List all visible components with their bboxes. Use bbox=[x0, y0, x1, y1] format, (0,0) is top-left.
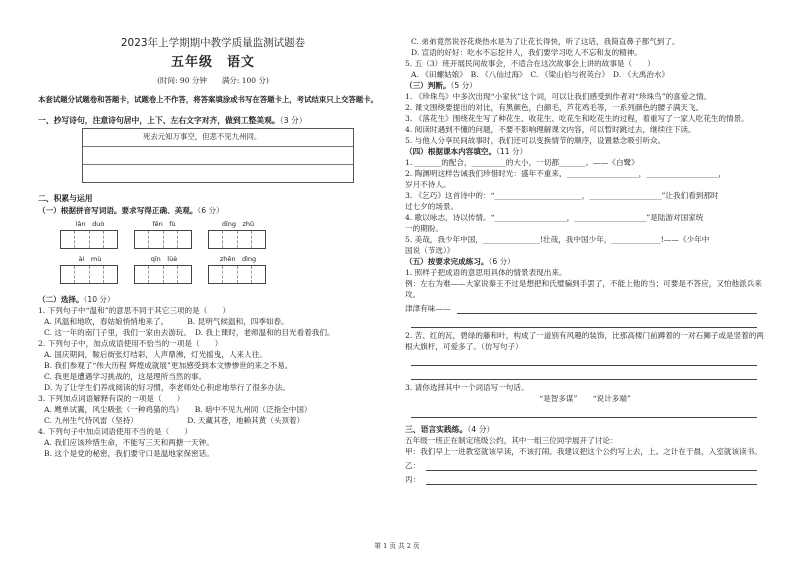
option-line: A. 飕单试翼，风尘吸张（一种鸡猫的鸟） B. 暗中不见九州同（泛指全中国） bbox=[44, 404, 312, 414]
part4-heading: （四）根据课本内容填空。（11 分） bbox=[405, 147, 528, 156]
pinyin-group: ài mù bbox=[60, 255, 120, 284]
part1-heading: （一）根据拼音写词语。要求写得正确、美观。（6 分） bbox=[38, 205, 224, 215]
fill-line: 国说（节选）》 bbox=[405, 246, 455, 255]
fill-line: 4. 歌以咏志，诗以传情。“___________________，___________________”是陆游对国家统 bbox=[405, 213, 704, 222]
section1-heading: 一、抄写诗句，注意诗句居中，上下、左右文字对齐，做到工整美观。（3 分） bbox=[38, 116, 307, 125]
writing-grid[interactable] bbox=[60, 230, 118, 249]
pinyin-row-1 bbox=[60, 220, 388, 249]
time-score: (时间: 90 分钟 满分: 100 分) bbox=[157, 76, 269, 86]
page-footer: 第 1 页 共 2 页 bbox=[374, 542, 420, 550]
judge-line: 5. 与他人分享民间故事时，我们还可以变换情节的顺序，设置悬念吸引听众。 bbox=[405, 136, 666, 145]
section3-yi: 乙： bbox=[405, 457, 765, 471]
pinyin-group: fēn fù bbox=[134, 220, 194, 249]
pinyin-group: zhěn dìng bbox=[208, 255, 268, 284]
option-line: D. 为了让学生们养成阅读的好习惯，李老师处心积虑地举行了很多办法。 bbox=[44, 382, 291, 392]
answer-line[interactable] bbox=[411, 404, 757, 418]
question-line: 2. 下列句子中，加点成语使用不恰当的一项是（ ） bbox=[38, 338, 223, 348]
option-line: D. 宣语的好好：吃水不忘挖井人，我们要学习吃人不忘和友的精神。 bbox=[411, 48, 642, 57]
question-line: 4. 下列句子中加点词语使用不当的是（ ） bbox=[38, 426, 192, 436]
writing-grid[interactable] bbox=[134, 265, 192, 284]
question-line: 1. 下列句子中“温和”的意思不同于其它三项的是（ ） bbox=[38, 305, 231, 315]
section3-text: 五年级一班正在制定班级公约，其中一组三位同学展开了讨论： bbox=[405, 436, 618, 446]
fill-line: 岁月不待人。 bbox=[405, 180, 451, 189]
poem-line: 死去元知万事空，但悲不见九州同。 bbox=[83, 129, 353, 147]
page-subtitle: 五年级 语文 bbox=[170, 55, 255, 71]
right-column bbox=[405, 36, 765, 485]
pinyin-group: lǎn duò bbox=[60, 220, 120, 249]
judge-line: 3. 《落花生》围绕花生写了种花生、收花生、吃花生和吃花生的过程，着重写了一家人吃花生的情景。 bbox=[405, 114, 749, 123]
fill-line: 一的期盼。 bbox=[405, 224, 443, 233]
option-line: A. 风温和地吹，春姑娘悄悄地来了。 B. 昆明气候温和，四季如春。 bbox=[44, 316, 289, 326]
writing-grid[interactable] bbox=[208, 230, 266, 249]
answer-line[interactable] bbox=[426, 457, 757, 471]
fill-line: 5. 美哉，我少年中国，_______________!壮哉，我中国少年，_____________!——《少年中 bbox=[405, 235, 710, 244]
option-line: A. 《田螺姑娘》 B. 《八仙过海》 C. 《梁山伯与祝英台》 D. 《大禹治水》 bbox=[411, 70, 670, 79]
page-title: 2023年上学期期中教学质量监测试题卷 bbox=[120, 37, 306, 49]
writing-grid[interactable] bbox=[208, 265, 266, 284]
answer-line[interactable] bbox=[411, 314, 757, 328]
part2-heading: （二）选择。（10 分） bbox=[38, 294, 115, 304]
answer-line[interactable] bbox=[411, 366, 757, 380]
exercise-1-item: 津津有味—— bbox=[405, 300, 765, 314]
exercise-3-words: “是智多谋” “说计多端” bbox=[539, 394, 631, 403]
option-line: B. 我们参观了“伟大历程 辉煌成就展”更加感受到本文惨惨世的来之不易。 bbox=[44, 360, 293, 370]
option-line: A. 国庆期间，鞍后街张灯结彩，人声鼎沸，灯光摇曳，人来人往。 bbox=[44, 349, 267, 359]
part3-heading: （三）判断。（5 分） bbox=[405, 81, 477, 90]
fill-line: 过七夕的场景。 bbox=[405, 202, 459, 211]
exercise-1-example: 例：左右为难——大家说秦王不过是想把和氏璧骗到手罢了，不能上他的当；可要是不答应，又怕他派兵来攻。 bbox=[405, 279, 762, 299]
writing-grid[interactable] bbox=[134, 230, 192, 249]
section3-heading: 三、语言实践练。（4 分） bbox=[405, 425, 495, 434]
option-line: B. 这个是党的秘密，我们要守口是温地家保密话。 bbox=[44, 448, 214, 458]
section3-bing: 丙： bbox=[405, 471, 765, 485]
answer-line[interactable] bbox=[411, 352, 757, 366]
section3-jia: 甲：我们早上一进教室就该早读，不该打闹。我建议把这个公约写上去，上。之计在于晨，入室就该读书。 bbox=[405, 447, 762, 457]
pinyin-row-2 bbox=[60, 255, 388, 284]
option-line: C. 我更是遭遇学习挑战的，这是理所当然的事。 bbox=[44, 371, 207, 381]
judge-line: 2. 课文围绕要提出的对比，有黑颜色，白颜毛，芦花鸡毛等，一系列颜色的腰子满天飞。 bbox=[405, 103, 704, 112]
fill-line: 3. 《乞巧》这首诗中的：“_______________________，___________________”让我们看到那时 bbox=[405, 191, 719, 200]
section2-heading: 二、积累与运用 bbox=[38, 194, 93, 204]
pinyin-group: qīn lüè bbox=[134, 255, 194, 284]
writing-grid[interactable] bbox=[60, 265, 118, 284]
option-line: C. 九州生气恃风雷（坚持） D. 天藏其苍，地赖其黄（头顶着） bbox=[44, 415, 305, 425]
writing-row[interactable] bbox=[83, 165, 353, 182]
exam-note: 本套试题分试题卷和答题卡，试题卷上不作答，将答案填涂或书写在答题卡上，考试结束只上交答题卡。 bbox=[38, 94, 378, 104]
answer-line[interactable] bbox=[426, 471, 757, 485]
exercise-3: 3. 请你选择其中一个词语写一句话。 bbox=[405, 383, 529, 392]
option-line: C. 这一年的南门子里，我们一家由去游玩。 D. 我上课时，老师温和的目光看着我们。 bbox=[44, 327, 335, 337]
part5-heading: （五）按要求完成练习。（6 分） bbox=[405, 257, 515, 266]
exercise-2: 2. 苦、红的瓦，碧绿的藤和叶，构成了一道别有风趣的装饰，比那高楼门前蹲着的一对石狮子或是竖着的两根大旗杆，可爱多了。（仿写句子） bbox=[405, 331, 764, 351]
judge-line: 1. 《珍珠鸟》中多次出现“小家伙”这个词，可以让我们感受到作者对“珍珠鸟”的喜爱之情。 bbox=[405, 92, 712, 101]
question-line: 3. 下列加点词语解释有误的一项是（ ） bbox=[38, 393, 185, 403]
answer-line[interactable] bbox=[457, 300, 757, 314]
option-line: A. 我们应该珍惜生命，不能写三天和两搪一天钟。 bbox=[44, 437, 214, 447]
poem-writing-box[interactable] bbox=[82, 128, 354, 183]
exercise-1: 1. 照样子把成语的意思用具体的情景表现出来。 bbox=[405, 268, 567, 277]
left-column bbox=[38, 0, 388, 459]
fill-line: 1. _______的配合，_________的大小，一切都_______。——《白鹭》 bbox=[405, 158, 639, 167]
judge-line: 4. 阅读时遇到不懂的问题，不要不影响理解课文内容，可以暂时跳过去，继续往下读。 bbox=[405, 125, 696, 134]
writing-row[interactable] bbox=[83, 147, 353, 165]
option-line: C. 弟弟竟然说谷花烧热水是为了让花长得快，听了这话，我简直鼻子都气到了。 bbox=[411, 37, 680, 46]
question-line: 5. 五（3）班开展民间故事会，不适合在这次故事会上讲的故事是（ ） bbox=[405, 59, 655, 68]
pinyin-group: dīng zhǔ bbox=[208, 220, 268, 249]
fill-line: 2. 陶渊明这样告诫我们珍惜时光：盛年不重来，___________________，___________________， bbox=[405, 169, 727, 178]
